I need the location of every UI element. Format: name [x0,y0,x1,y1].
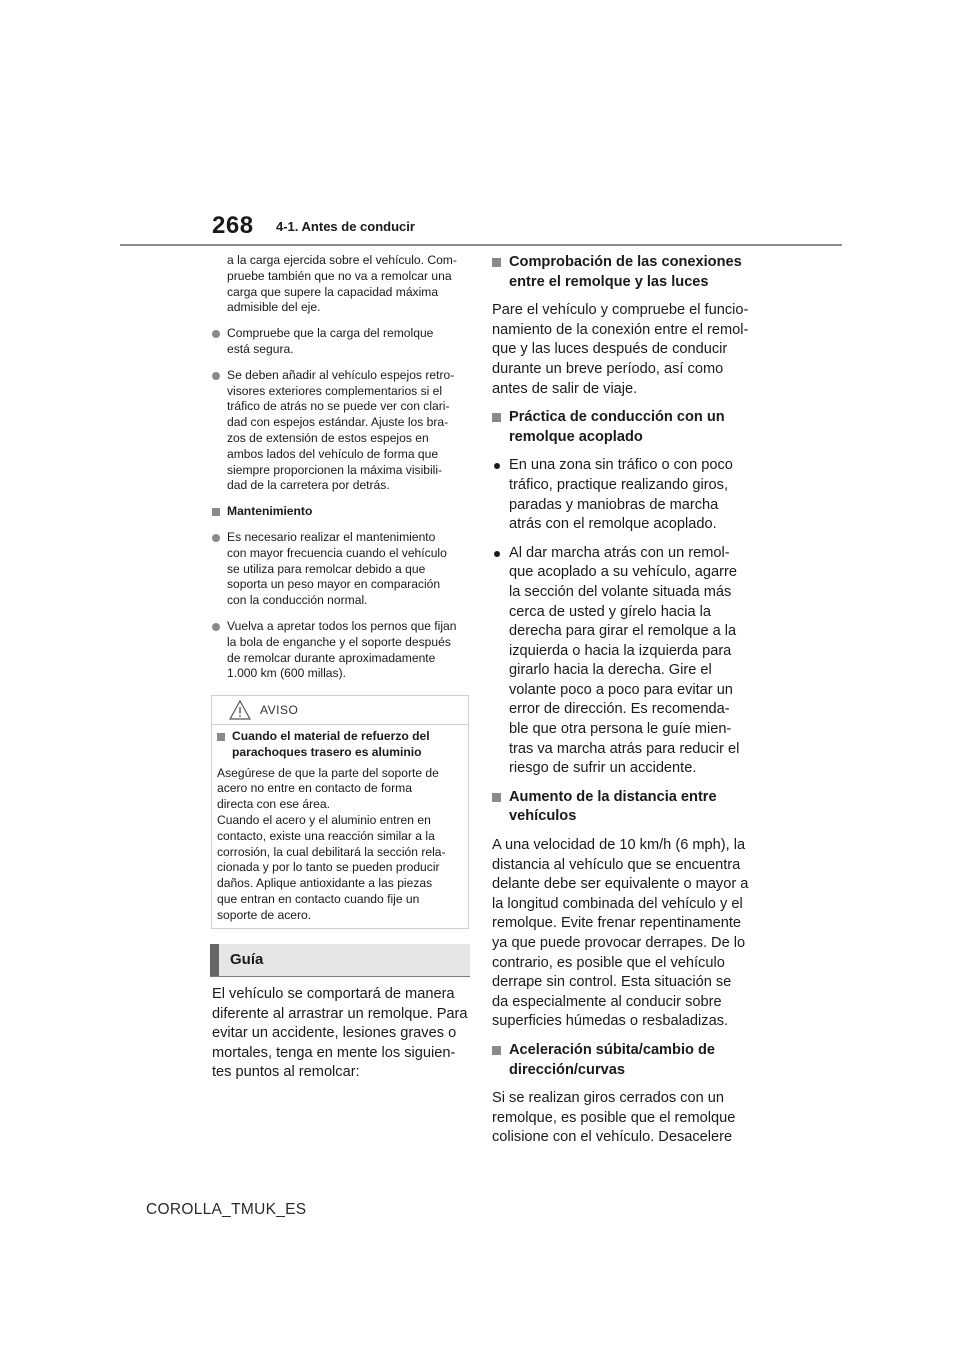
heading-text: Cuando el material de refuerzo del parachoques trasero es aluminio [232,729,430,759]
page-number: 268 [212,212,254,239]
bullet-icon [212,623,220,631]
square-bullet-icon [217,733,225,741]
heading-text: Práctica de conducción con un remolque acoplado [509,409,725,445]
heading-text: Aumento de la distancia entre vehículos [509,788,717,825]
notice-header [212,696,468,725]
heading-text: Aceleración súbita/cambio de dirección/curvas [509,1041,716,1078]
header-rule [120,244,842,246]
right-column [492,253,752,1148]
notice-text: Asegúrese de que la parte del soporte de acero no entre en contacto de forma directa con ese área. Cuando el acero y el aluminio entren en contacto, existe una reacción similar a la corrosión, la cual debilitará la sección rela- cionada y por lo tanto se pueden producir daños. Aplique antioxidante a las piezas que entran en contacto cuando fije un soporte de acero. [217,765,446,922]
bullet-text: Es necesario realizar el mantenimiento con mayor frecuencia cuando el vehículo se utiliza para remolcar debido a que soporta un peso mayor en comparación con la conducción normal. [227,529,447,608]
notice-box [211,695,469,929]
guia-text: El vehículo se comportará de manera diferente al arrastrar un remolque. Para evitar un accidente, lesiones graves o mortales, tenga en mente los siguien- tes puntos al remolcar: [212,986,468,1081]
notice-heading [217,729,464,761]
notice-label: AVISO [260,703,299,717]
notice-body [212,725,468,924]
list-item [492,456,752,534]
bullet-text: Compruebe que la carga del remolque está segura. [227,326,434,356]
subsection-heading [492,408,752,447]
bullet-text: En una zona sin tráfico o con poco tráfico, practique realizando giros, paradas y maniobras de marcha atrás con el remolque acoplado. [509,457,733,533]
subsection-heading [492,253,752,292]
footer-code: COROLLA_TMUK_ES [146,1201,307,1218]
subsection-heading [492,1041,752,1080]
guia-title: Guía [230,951,264,968]
bullet-icon [494,551,500,557]
heading-text: Mantenimiento [227,504,313,519]
guia-heading [210,944,470,977]
bullet-text: Vuelva a apretar todos los pernos que fijan la bola de enganche y el soporte después de remolcar durante aproximadamente 1.000 km (600 millas). [227,618,457,681]
square-bullet-icon [492,1046,501,1055]
list-item [212,530,470,609]
bullet-icon [494,463,500,469]
list-item [492,544,752,779]
left-column [212,253,470,682]
list-item [212,619,470,682]
bullet-text: Al dar marcha atrás con un remol- que acoplado a su vehículo, agarre la sección del volante situada más cerca de usted y gírelo hacia la derecha para girar el remolque a la izquierda o hacia la izquierda para girarlo hacia la derecha. Gire el volante poco a poco para evitar un error de dirección. Es recomenda- ble que otra persona le guíe mien- tras va marcha atrás para reducir el riesgo de sufrir un accidente. [509,544,740,777]
square-bullet-icon [492,258,501,267]
bullet-icon [212,534,220,542]
square-bullet-icon [492,413,501,422]
heading-text: Comprobación de las conexiones entre el remolque y las luces [509,254,742,290]
square-bullet-icon [212,508,220,516]
subsection-heading [492,788,752,827]
continued-text: a la carga ejercida sobre el vehículo. Com- pruebe también que no va a remolcar una carga que supere la capacidad máxima admisible del eje. [227,253,457,315]
warning-icon [229,700,251,720]
subsection-heading [212,504,470,520]
paragraph: Si se realizan giros cerrados con un remolque, es posible que el remolque colisione con el vehículo. Desacelere [492,1090,736,1146]
bullet-icon [212,330,220,338]
bullet-text: Se deben añadir al vehículo espejos retro- visores exteriores complementarios si el tráfico de atrás no se puede ver con clari- dad con espejos estándar. Ajuste los bra- zos de extensión de estos espejos en ambos lados del vehículo de forma que siempre proporcionen la máxima visibili- dad de la carretera por detrás. [227,367,455,493]
paragraph: Pare el vehículo y compruebe el funcio- namiento de la conexión entre el remol- que y las luces después de conducir durante un breve período, así como antes de salir de viaje. [492,302,749,397]
list-item [212,326,470,358]
section-title: 4-1. Antes de conducir [276,219,415,234]
list-item [212,368,470,494]
heading-bar [210,944,219,976]
square-bullet-icon [492,793,501,802]
bullet-icon [212,372,220,380]
paragraph: A una velocidad de 10 km/h (6 mph), la distancia al vehículo que se encuentra delante debe ser equivalente o mayor a la longitud combinada del vehículo y el remolque. Evite frenar repentinamente ya que puede provocar derrapes. De lo contrario, es posible que el vehículo derrape sin control. Esta situación se da especialmente al conducir sobre superficies húmedas o resbaladizas. [492,837,749,1030]
